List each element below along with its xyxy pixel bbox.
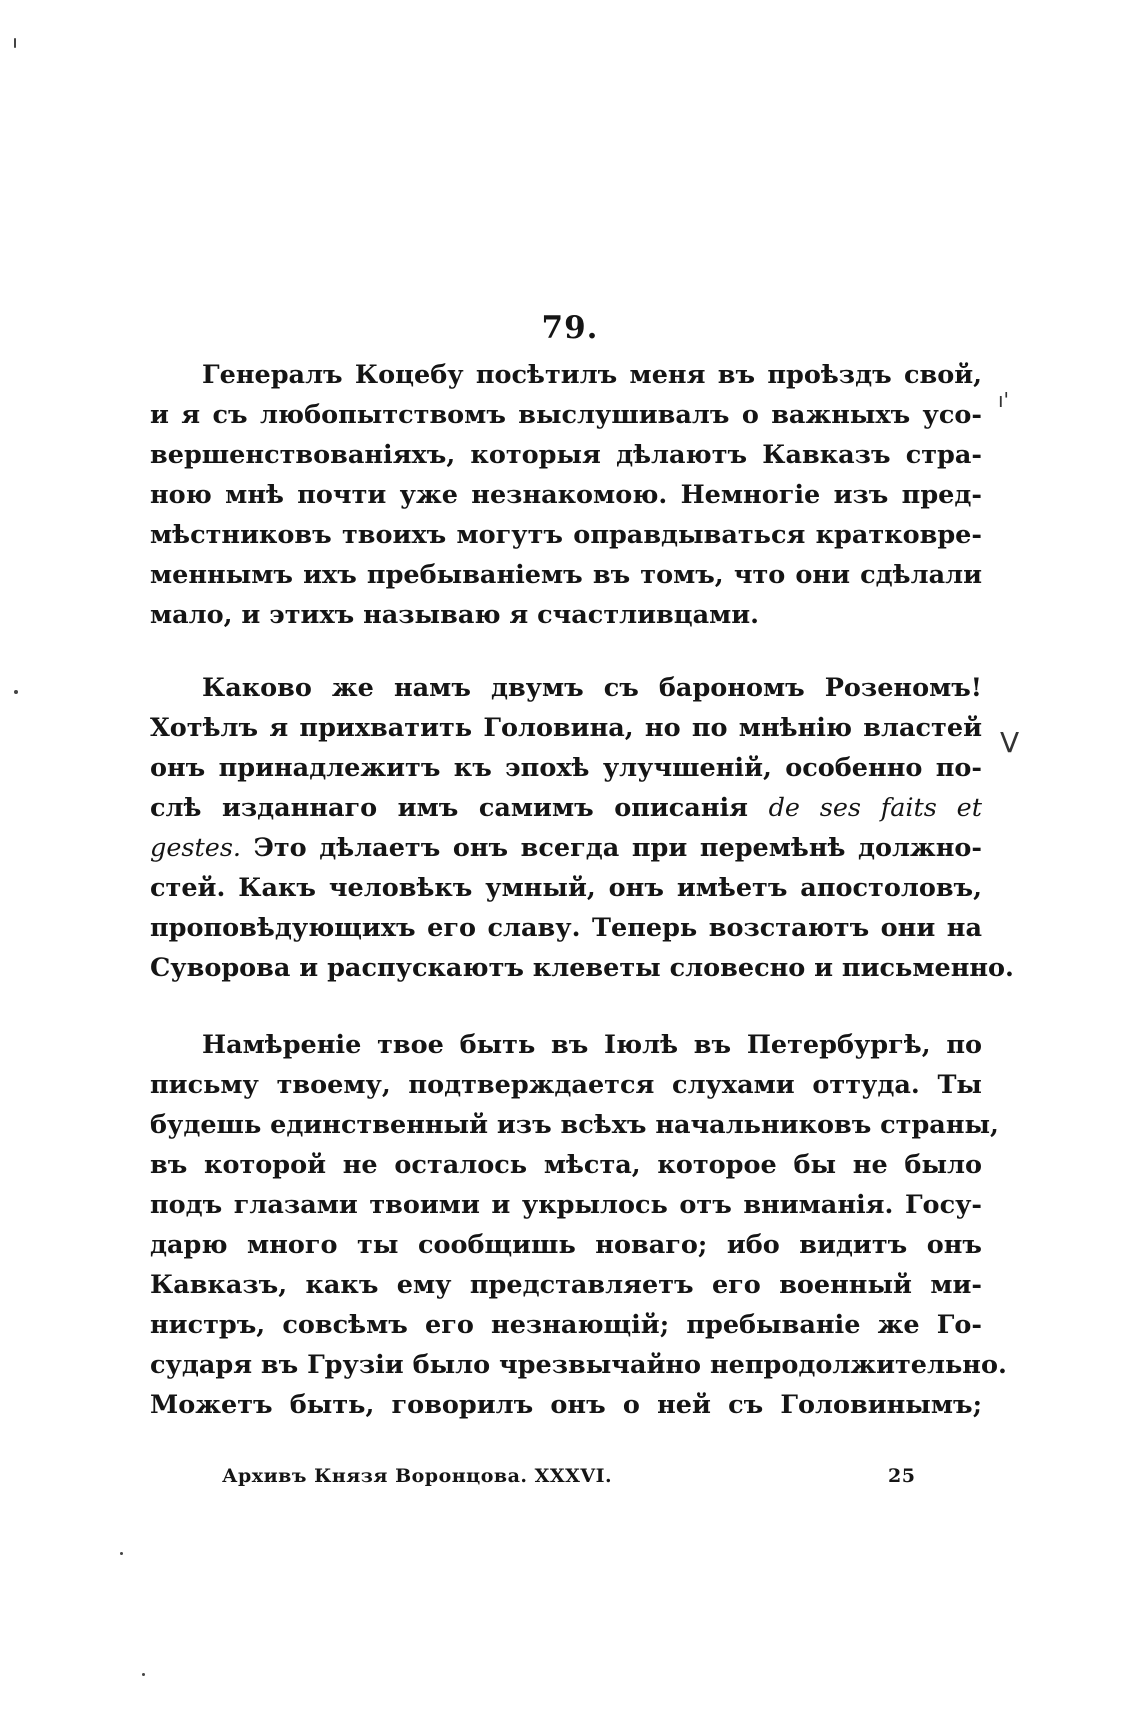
text-line [150, 828, 982, 868]
text-span: слѣ изданнаго имъ самимъ описанія [150, 793, 749, 823]
text-line: стей. Какъ человѣкъ умный, онъ имѣетъ апостоловъ, [150, 873, 982, 903]
italic-phrase: gestes. [150, 833, 242, 863]
entry-number: 79. [541, 310, 599, 346]
text-line: мало, и этихъ называю я счастливцами. [150, 600, 760, 630]
text-line: Каково же намъ двумъ съ барономъ Розеномъ! [202, 673, 982, 703]
text-line: и я съ любопытствомъ выслушивалъ о важныхъ усо- [150, 400, 982, 430]
running-footer-title: Архивъ Князя Воронцова. XXXVI. [222, 1465, 613, 1487]
text-line: ною мнѣ почти уже незнакомою. Немногіе изъ пред- [150, 480, 982, 510]
text-line: проповѣдующихъ его славу. Теперь возстаютъ они на [150, 913, 982, 943]
text-line: сударя въ Грузіи было чрезвычайно непродолжительно. [150, 1350, 1007, 1380]
text-line: Кавказъ, какъ ему представляетъ его военный ми- [150, 1270, 982, 1300]
signature-number: 25 [888, 1465, 916, 1487]
text-line: Намѣреніе твое быть въ Іюлѣ въ Петербургѣ, по [202, 1030, 982, 1060]
text-line: письму твоему, подтверждается слухами оттуда. Ты [150, 1070, 982, 1100]
text-line: меннымъ ихъ пребываніемъ въ томъ, что они сдѣлали [150, 560, 982, 590]
scan-speck [120, 1552, 123, 1555]
margin-mark: V [1000, 726, 1020, 759]
text-line: въ которой не осталось мѣста, которое бы не было [150, 1150, 982, 1180]
text-span: Это дѣлаетъ онъ всегда при перемѣнѣ должно- [241, 833, 982, 863]
scan-speck [14, 38, 16, 48]
text-line: Хотѣлъ я прихватить Головина, но по мнѣнію властей [150, 713, 982, 743]
text-line: подъ глазами твоими и укрылось отъ вниманія. Госу- [150, 1190, 982, 1220]
text-line: Суворова и распускаютъ клеветы словесно и письменно. [150, 953, 1014, 983]
margin-mark: ı' [998, 388, 1010, 412]
italic-phrase: de ses faits et [768, 793, 982, 823]
text-line: мѣстниковъ твоихъ могутъ оправдываться кратковре- [150, 520, 982, 550]
text-line: Можетъ быть, говорилъ онъ о ней съ Головинымъ; [150, 1390, 982, 1420]
text-line: онъ принадлежитъ къ эпохѣ улучшеній, особенно по- [150, 753, 982, 783]
text-line: нистръ, совсѣмъ его незнающій; пребываніе же Го- [150, 1310, 982, 1340]
text-line: вершенствованіяхъ, которыя дѣлаютъ Кавказъ стра- [150, 440, 982, 470]
scan-speck [142, 1673, 145, 1676]
text-line [150, 788, 982, 828]
text-line: дарю много ты сообщишь новаго; ибо видитъ онъ [150, 1230, 982, 1260]
scan-speck [14, 690, 18, 694]
text-line: будешь единственный изъ всѣхъ начальниковъ страны, [150, 1110, 999, 1140]
text-line: Генералъ Коцебу посѣтилъ меня въ проѣздъ свой, [202, 360, 982, 390]
